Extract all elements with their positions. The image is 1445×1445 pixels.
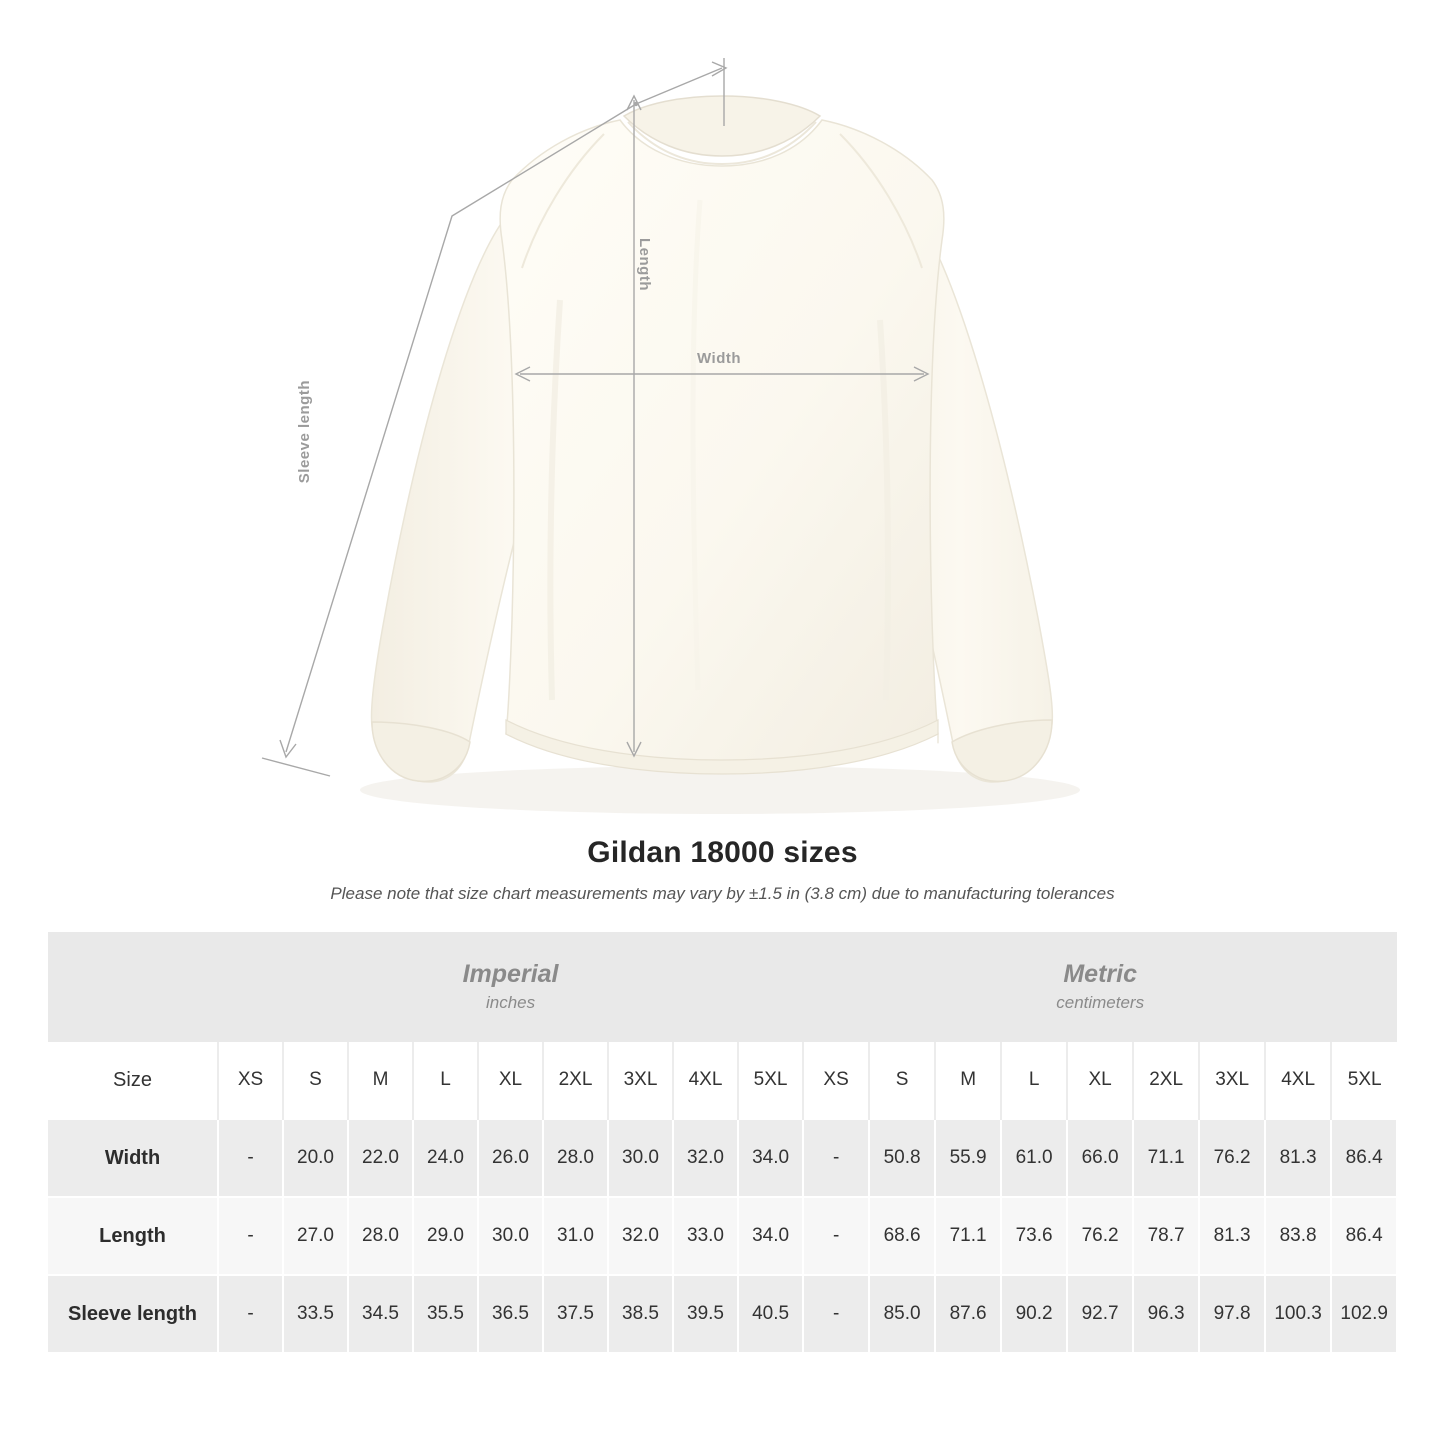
cell-length-imperial-2xl: 31.0 (543, 1197, 608, 1275)
cell-length-metric-xs: - (803, 1197, 869, 1275)
cell-sleeve-metric-xs: - (803, 1275, 869, 1352)
cell-width-metric-xl: 66.0 (1067, 1119, 1133, 1197)
cell-length-imperial-s: 27.0 (283, 1197, 348, 1275)
col-header-imperial-2xl: 2XL (543, 1042, 608, 1119)
cell-length-metric-3xl: 81.3 (1199, 1197, 1265, 1275)
metric-unit-sub: centimeters (1056, 992, 1145, 1012)
cell-sleeve-imperial-2xl: 37.5 (543, 1275, 608, 1352)
cell-width-imperial-3xl: 30.0 (608, 1119, 673, 1197)
page-title: Gildan 18000 sizes (587, 836, 858, 869)
cell-length-imperial-xs: - (218, 1197, 283, 1275)
cell-length-imperial-l: 29.0 (413, 1197, 478, 1275)
cell-length-imperial-xl: 30.0 (478, 1197, 543, 1275)
col-header-metric-3xl: 3XL (1199, 1042, 1265, 1119)
cell-sleeve-imperial-s: 33.5 (283, 1275, 348, 1352)
size-table (48, 932, 1398, 1352)
cell-sleeve-metric-l: 90.2 (1001, 1275, 1067, 1352)
cell-length-imperial-5xl: 34.0 (738, 1197, 803, 1275)
cell-width-imperial-l: 24.0 (413, 1119, 478, 1197)
width-dimension-label: Width (697, 350, 742, 367)
table-row (48, 1275, 1397, 1352)
metric-unit-name: Metric (1063, 959, 1137, 988)
col-header-metric-5xl: 5XL (1331, 1042, 1397, 1119)
imperial-header-cell (218, 932, 803, 1042)
cell-length-metric-m: 71.1 (935, 1197, 1001, 1275)
cell-width-imperial-xs: - (218, 1119, 283, 1197)
row-label-width: Width (48, 1119, 218, 1197)
cell-length-metric-4xl: 83.8 (1265, 1197, 1331, 1275)
cell-length-imperial-3xl: 32.0 (608, 1197, 673, 1275)
col-header-metric-2xl: 2XL (1133, 1042, 1199, 1119)
length-dimension-label: Length (636, 238, 653, 291)
column-header-row (48, 1042, 1397, 1119)
cell-length-imperial-4xl: 33.0 (673, 1197, 738, 1275)
col-header-metric-xs: XS (803, 1042, 869, 1119)
cell-width-metric-s: 50.8 (869, 1119, 935, 1197)
metric-header-cell (803, 932, 1397, 1042)
row-label-length: Length (48, 1197, 218, 1275)
cell-sleeve-imperial-xs: - (218, 1275, 283, 1352)
cell-sleeve-imperial-4xl: 39.5 (673, 1275, 738, 1352)
col-header-imperial-m: M (348, 1042, 413, 1119)
cell-sleeve-metric-xl: 92.7 (1067, 1275, 1133, 1352)
cell-width-metric-5xl: 86.4 (1331, 1119, 1397, 1197)
cell-length-metric-l: 73.6 (1001, 1197, 1067, 1275)
col-header-imperial-3xl: 3XL (608, 1042, 673, 1119)
col-header-imperial-xs: XS (218, 1042, 283, 1119)
title-block (0, 836, 1445, 904)
cell-sleeve-metric-3xl: 97.8 (1199, 1275, 1265, 1352)
unit-header-row (48, 932, 1397, 1042)
cell-length-metric-s: 68.6 (869, 1197, 935, 1275)
cell-width-metric-2xl: 71.1 (1133, 1119, 1199, 1197)
cell-sleeve-metric-4xl: 100.3 (1265, 1275, 1331, 1352)
col-header-imperial-s: S (283, 1042, 348, 1119)
tolerance-note: Please note that size chart measurements may vary by ±1.5 in (3.8 cm) due to manufacturing tolerances (330, 884, 1115, 903)
cell-sleeve-imperial-xl: 36.5 (478, 1275, 543, 1352)
table-row (48, 1197, 1397, 1275)
cell-length-metric-2xl: 78.7 (1133, 1197, 1199, 1275)
cell-width-metric-4xl: 81.3 (1265, 1119, 1331, 1197)
unit-header-spacer (48, 932, 218, 1042)
col-header-metric-4xl: 4XL (1265, 1042, 1331, 1119)
cell-sleeve-imperial-3xl: 38.5 (608, 1275, 673, 1352)
cell-sleeve-metric-5xl: 102.9 (1331, 1275, 1397, 1352)
cell-sleeve-imperial-5xl: 40.5 (738, 1275, 803, 1352)
cell-length-metric-xl: 76.2 (1067, 1197, 1133, 1275)
cell-sleeve-imperial-m: 34.5 (348, 1275, 413, 1352)
cell-width-metric-l: 61.0 (1001, 1119, 1067, 1197)
cell-width-imperial-2xl: 28.0 (543, 1119, 608, 1197)
cell-sleeve-metric-2xl: 96.3 (1133, 1275, 1199, 1352)
sleeve-length-dimension-label: Sleeve length (296, 380, 313, 484)
col-header-imperial-xl: XL (478, 1042, 543, 1119)
size-table-container (48, 932, 1397, 1352)
row-label-sleeve-length: Sleeve length (48, 1275, 218, 1352)
cell-width-imperial-m: 22.0 (348, 1119, 413, 1197)
cell-width-imperial-xl: 26.0 (478, 1119, 543, 1197)
col-header-metric-l: L (1001, 1042, 1067, 1119)
cell-width-metric-3xl: 76.2 (1199, 1119, 1265, 1197)
cell-width-imperial-s: 20.0 (283, 1119, 348, 1197)
cell-length-imperial-m: 28.0 (348, 1197, 413, 1275)
cell-sleeve-imperial-l: 35.5 (413, 1275, 478, 1352)
col-header-metric-s: S (869, 1042, 935, 1119)
cell-sleeve-metric-s: 85.0 (869, 1275, 935, 1352)
size-column-header: Size (48, 1042, 218, 1119)
col-header-metric-m: M (935, 1042, 1001, 1119)
cell-width-imperial-5xl: 34.0 (738, 1119, 803, 1197)
col-header-metric-xl: XL (1067, 1042, 1133, 1119)
col-header-imperial-5xl: 5XL (738, 1042, 803, 1119)
cell-length-metric-5xl: 86.4 (1331, 1197, 1397, 1275)
cell-width-imperial-4xl: 32.0 (673, 1119, 738, 1197)
col-header-imperial-l: L (413, 1042, 478, 1119)
cell-sleeve-metric-m: 87.6 (935, 1275, 1001, 1352)
cell-width-metric-m: 55.9 (935, 1119, 1001, 1197)
table-row (48, 1119, 1397, 1197)
cell-width-metric-xs: - (803, 1119, 869, 1197)
imperial-unit-name: Imperial (462, 959, 559, 988)
col-header-imperial-4xl: 4XL (673, 1042, 738, 1119)
imperial-unit-sub: inches (485, 992, 536, 1012)
